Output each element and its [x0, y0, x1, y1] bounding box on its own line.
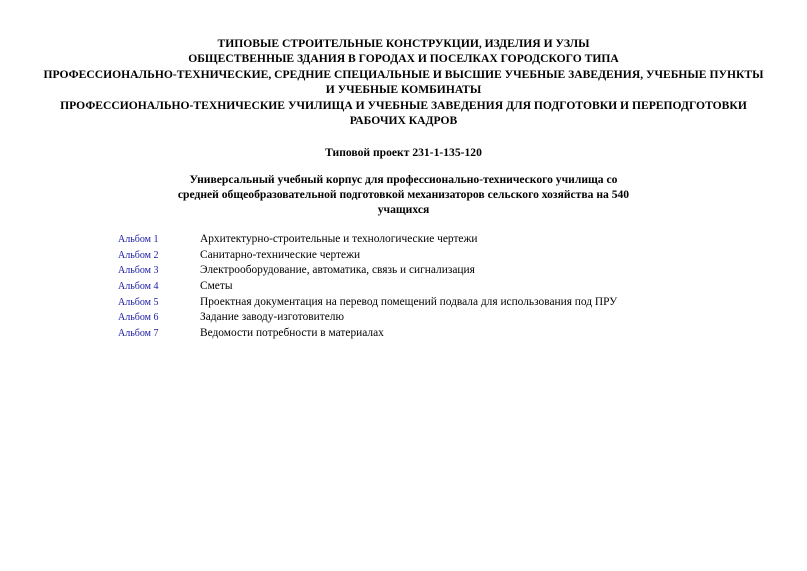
document-heading — [40, 36, 767, 128]
album-row-6 — [118, 311, 718, 327]
album-row-1 — [118, 233, 718, 249]
heading-line-2: ОБЩЕСТВЕННЫЕ ЗДАНИЯ В ГОРОДАХ И ПОСЕЛКАХ ГОРОДСКОГО ТИПА — [188, 52, 619, 66]
album-row-2 — [118, 249, 718, 265]
project-number: Типовой проект 231-1-135-120 — [325, 146, 482, 159]
album-list — [118, 233, 718, 343]
album-description-5: Проектная документация на перевод помещений подвала для использования под ПРУ — [200, 295, 618, 308]
album-row-7 — [118, 327, 718, 343]
album-description-1: Архитектурно-строительные и технологические чертежи — [200, 233, 478, 245]
album-description-6: Задание заводу-изготовителю — [200, 311, 344, 324]
heading-line-1: ТИПОВЫЕ СТРОИТЕЛЬНЫЕ КОНСТРУКЦИИ, ИЗДЕЛИЯ И УЗЛЫ — [217, 37, 590, 50]
heading-line-3: ПРОФЕССИОНАЛЬНО-ТЕХНИЧЕСКИЕ, СРЕДНИЕ СПЕЦИАЛЬНЫЕ И ВЫСШИЕ УЧЕБНЫЕ ЗАВЕДЕНИЯ, УЧЕБНЫЕ ПУНКТЫ И УЧЕБНЫЕ КОМБИНАТЫ — [43, 67, 764, 97]
album-link-2[interactable]: Альбом 2 — [118, 249, 159, 261]
heading-line-4: ПРОФЕССИОНАЛЬНО-ТЕХНИЧЕСКИЕ УЧИЛИЩА И УЧЕБНЫЕ ЗАВЕДЕНИЯ ДЛЯ ПОДГОТОВКИ И ПЕРЕПОДГОТОВКИ РАБОЧИХ КАДРОВ — [60, 98, 747, 128]
album-description-7: Ведомости потребности в материалах — [200, 327, 384, 340]
album-row-4 — [118, 280, 718, 296]
album-description-3: Электрооборудование, автоматика, связь и сигнализация — [200, 264, 475, 277]
album-link-1[interactable]: Альбом 1 — [118, 234, 159, 245]
album-link-4[interactable]: Альбом 4 — [118, 281, 159, 293]
album-description-2: Санитарно-технические чертежи — [200, 248, 361, 261]
album-link-5[interactable]: Альбом 5 — [118, 296, 159, 308]
album-link-7[interactable]: Альбом 7 — [118, 328, 159, 340]
project-title: Универсальный учебный корпус для профессионально-технического училища со средней общеобразовательной подготовкой механизаторов сельского хозяйства на 540 учащихся — [177, 173, 630, 217]
album-description-4: Сметы — [200, 280, 233, 293]
album-link-6[interactable]: Альбом 6 — [118, 312, 159, 324]
album-row-5 — [118, 296, 718, 312]
album-link-3[interactable]: Альбом 3 — [118, 265, 159, 277]
album-row-3 — [118, 264, 718, 280]
